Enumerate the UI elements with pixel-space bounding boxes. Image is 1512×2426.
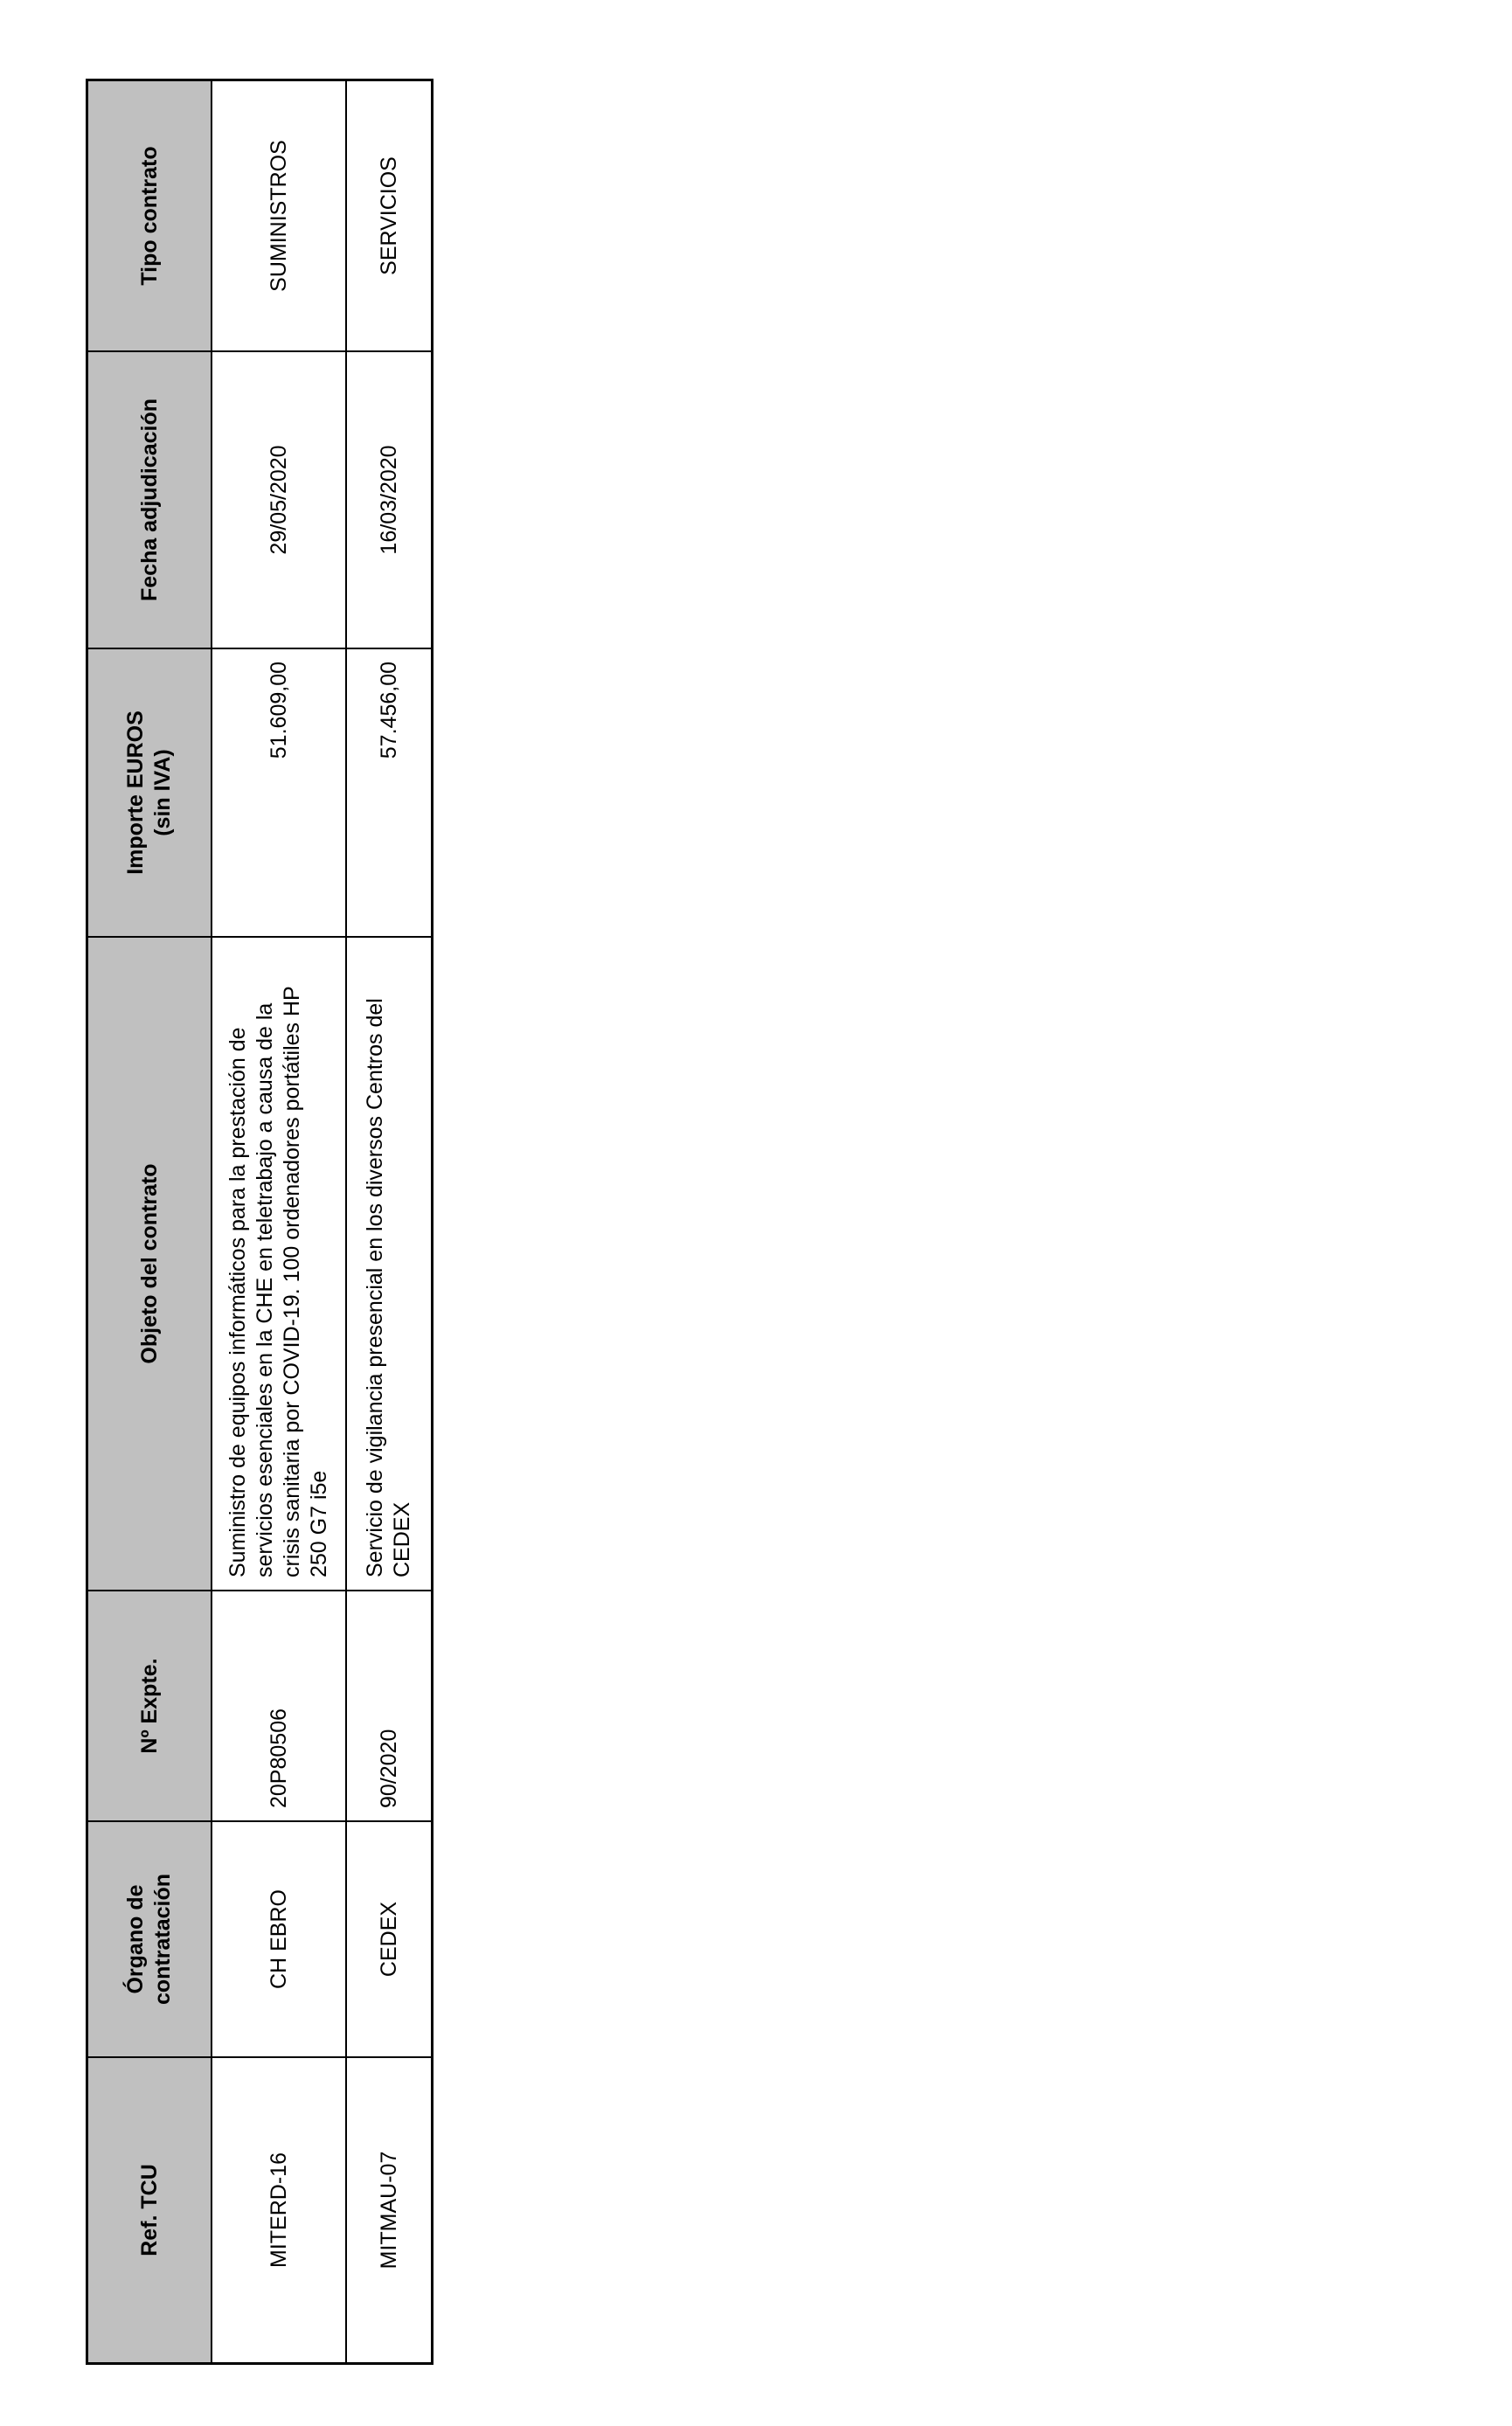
cell-organo: CH EBRO bbox=[212, 1821, 346, 2057]
contracts-table bbox=[86, 79, 433, 2365]
table-header-row bbox=[87, 80, 212, 2363]
table-row bbox=[346, 80, 432, 2363]
cell-importe: 57.456,00 bbox=[346, 648, 432, 937]
header-organo-contratacion: Órgano de contratación bbox=[87, 1821, 212, 2057]
cell-importe: 51.609,00 bbox=[212, 648, 346, 937]
cell-expte: 20P80506 bbox=[212, 1591, 346, 1821]
cell-expte: 90/2020 bbox=[346, 1591, 432, 1821]
cell-fecha: 16/03/2020 bbox=[346, 351, 432, 648]
cell-tipo: SUMINISTROS bbox=[212, 80, 346, 351]
header-importe-line2: (sin IVA) bbox=[150, 749, 175, 836]
header-num-expte: Nº Expte. bbox=[87, 1591, 212, 1821]
rotated-table-wrapper bbox=[86, 82, 425, 2365]
header-ref-tcu: Ref. TCU bbox=[87, 2057, 212, 2363]
cell-organo: CEDEX bbox=[346, 1821, 432, 2057]
cell-tipo: SERVICIOS bbox=[346, 80, 432, 351]
header-importe-euros bbox=[87, 648, 212, 937]
header-fecha-adjudicacion: Fecha adjudicación bbox=[87, 351, 212, 648]
header-tipo-contrato: Tipo contrato bbox=[87, 80, 212, 351]
cell-ref: MITERD-16 bbox=[212, 2057, 346, 2363]
cell-objeto: Servicio de vigilancia presencial en los diversos Centros del CEDEX bbox=[346, 937, 432, 1591]
header-importe-line1: Importe EUROS bbox=[123, 710, 148, 875]
table-row bbox=[212, 80, 346, 2363]
cell-objeto: Suministro de equipos informáticos para la prestación de servicios esenciales en la CHE en teletrabajo a causa de la crisis sanitaria por COVID-19. 100 ordenadores portátiles HP 250 G7 i5e bbox=[212, 937, 346, 1591]
cell-fecha: 29/05/2020 bbox=[212, 351, 346, 648]
header-objeto-contrato: Objeto del contrato bbox=[87, 937, 212, 1591]
cell-ref: MITMAU-07 bbox=[346, 2057, 432, 2363]
